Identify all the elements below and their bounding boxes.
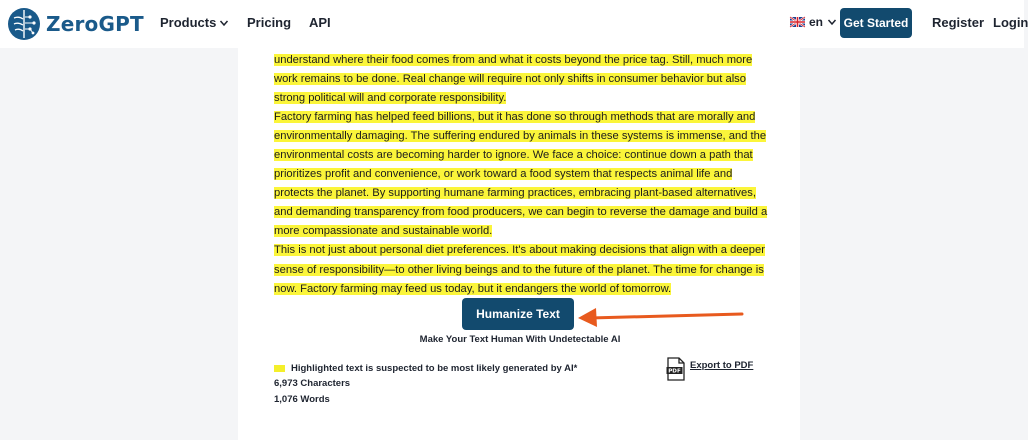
character-count: 6,973 Characters [274,378,351,389]
word-count: 1,076 Words [274,394,330,405]
highlighted-text: This is not just about personal diet preferences. It's about making decisions that align with a deeper sense of responsibility—to other living beings and to the future of the planet. The time for change is now. Factory farming may feed us today, but it endangers the world of tomorrow. [274,244,765,295]
humanize-text-button[interactable]: Humanize Text [462,298,574,330]
uk-flag-icon [790,17,805,27]
chevron-down-icon [827,17,837,27]
detected-text-area [274,51,774,299]
svg-text:PDF: PDF [668,368,681,375]
login-link[interactable]: Login [993,15,1028,30]
text-paragraph [274,241,774,298]
highlight-legend [274,363,577,374]
left-arrow-icon [574,304,744,328]
nav-products-label: Products [160,15,217,30]
nav-products-menu[interactable] [160,15,229,30]
nav-pricing-link[interactable]: Pricing [247,15,292,30]
text-paragraph [274,51,774,108]
highlight-swatch [274,365,285,372]
brand-logo-link[interactable] [6,6,144,42]
export-label: Export to PDF [690,360,754,371]
text-paragraph [274,108,774,241]
language-selector[interactable] [790,15,837,29]
export-to-pdf-button[interactable] [666,357,753,381]
legend-text: Highlighted text is suspected to be most likely generated by AI* [291,363,578,374]
highlighted-text: understand where their food comes from and what it costs beyond the price tag. Still, much more work remains to be done. Real change will require not only shifts in consumer behavior but also strong political will and corporate responsibility. [274,54,753,105]
brain-logo-icon [6,6,42,42]
register-link[interactable]: Register [932,15,985,30]
nav-api-link[interactable]: API [309,15,331,30]
pdf-file-icon [666,357,686,381]
chevron-down-icon [219,18,229,28]
get-started-button[interactable]: Get Started [840,8,912,38]
humanize-subtitle: Make Your Text Human With Undetectable AI [419,334,621,345]
highlighted-text: Factory farming has helped feed billions, but it has done so through methods that are morally and environmentally damaging. The suffering endured by animals in these systems is immense, and the environmental costs are becoming harder to ignore. We face a choice: continue down a path that prioritizes profit and convenience, or work toward a food system that respects animal life and protects the planet. By supporting humane farming practices, embracing plant-based alternatives, and demanding transparency from food producers, we can begin to reverse the damage and build a more compassionate and sustainable world. [274,111,768,238]
brand-name: ZeroGPT [46,12,144,36]
language-label: en [809,15,824,29]
top-navbar [0,0,1028,48]
